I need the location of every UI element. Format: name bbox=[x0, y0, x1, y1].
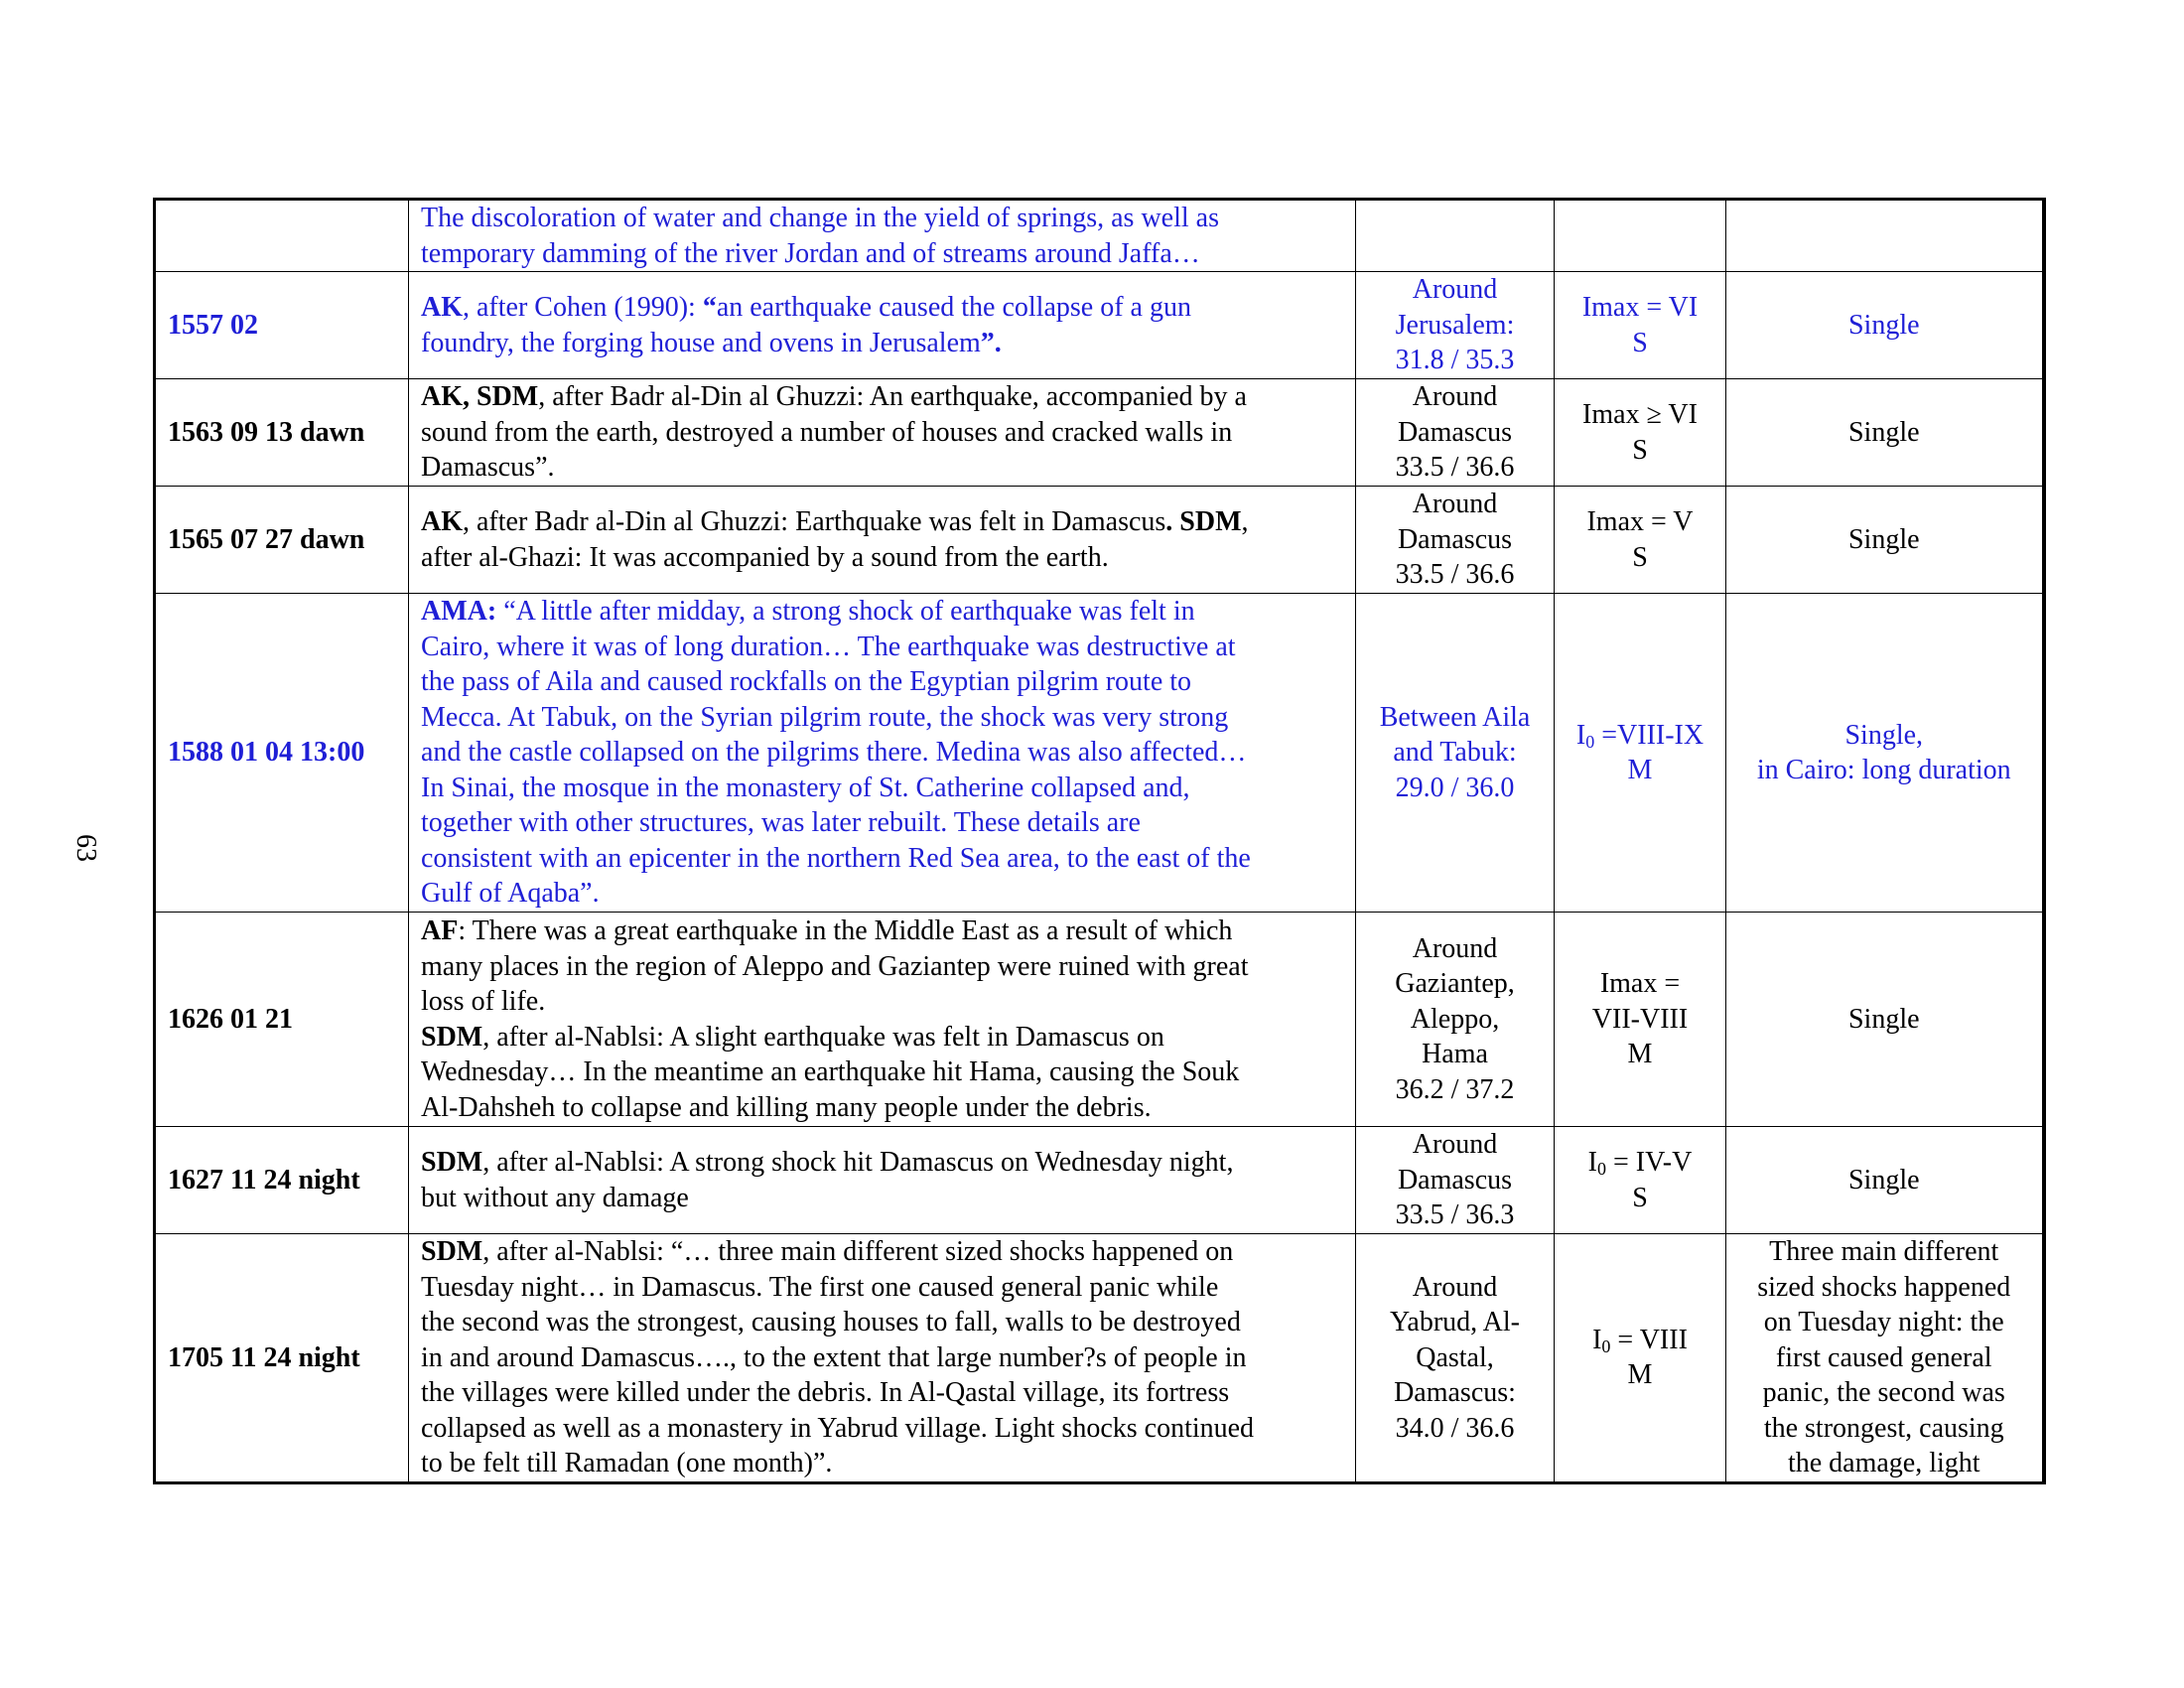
earthquake-catalogue-table bbox=[153, 198, 2046, 1484]
date-cell: 1565 07 27 dawn bbox=[155, 487, 409, 594]
description-cell: SDM, after al-Nablsi: A strong shock hit Damascus on Wednesday night, but without any damage bbox=[409, 1127, 1356, 1234]
intensity-cell: $I_0$ = VIII M bbox=[1555, 1234, 1726, 1483]
intensity-cell: Imax = VI S bbox=[1555, 272, 1726, 379]
intensity-cell: Imax ≥ VI S bbox=[1555, 379, 1726, 487]
type-cell: Single bbox=[1726, 1127, 2044, 1234]
type-cell: Three main different sized shocks happened on Tuesday night: the first caused general panic, the second was the strongest, causing the damage, light bbox=[1726, 1234, 2044, 1483]
page-number: 63 bbox=[70, 834, 101, 862]
description-cell: AK, after Badr al-Din al Ghuzzi: Earthquake was felt in Damascus. SDM, after al-Ghazi: It was accompanied by a sound from the earth. bbox=[409, 487, 1356, 594]
source-label: AMA: bbox=[421, 596, 497, 628]
source-label: SDM bbox=[421, 1236, 483, 1267]
type-cell bbox=[1726, 200, 2044, 272]
intensity-cell: Imax = VII-VIII M bbox=[1555, 913, 1726, 1127]
date-cell: 1626 01 21 bbox=[155, 913, 409, 1127]
source-label: AK bbox=[421, 292, 463, 323]
type-cell: Single bbox=[1726, 272, 2044, 379]
description-cell: AK, after Cohen (1990): “an earthquake caused the collapse of a gun foundry, the forging house and ovens in Jerusalem”. bbox=[409, 272, 1356, 379]
date-cell: 1557 02 bbox=[155, 272, 409, 379]
source-label: SDM bbox=[421, 1147, 483, 1178]
description-cell: AMA: “A little after midday, a strong shock of earthquake was felt in Cairo, where it was of long duration… The earthquake was destructive at the pass of Aila and caused rockfalls on the Egyptian pilgrim route to Mecca. At Tabuk, on the Syrian pilgrim route, the shock was very strong and the castle collapsed on the pilgrims there. Medina was also affected… In Sinai, the mosque in the monastery of St. Catherine collapsed and, together with other structures, was later rebuilt. These details are consistent with an epicenter in the northern Red Sea area, to the east of the Gulf of Aqaba”. bbox=[409, 594, 1356, 913]
location-cell: Around Damascus 33.5 / 36.6 bbox=[1356, 487, 1555, 594]
date-cell: 1705 11 24 night bbox=[155, 1234, 409, 1483]
date-cell: 1627 11 24 night bbox=[155, 1127, 409, 1234]
location-cell: Between Aila and Tabuk: 29.0 / 36.0 bbox=[1356, 594, 1555, 913]
location-cell: Around Jerusalem: 31.8 / 35.3 bbox=[1356, 272, 1555, 379]
table-row bbox=[155, 379, 2044, 487]
table-row bbox=[155, 487, 2044, 594]
date-cell: 1588 01 04 13:00 bbox=[155, 594, 409, 913]
intensity-cell bbox=[1555, 200, 1726, 272]
description-cell: SDM, after al-Nablsi: “… three main different sized shocks happened on Tuesday night… in Damascus. The first one caused general panic while the second was the strongest, causing houses to fall, walls to be destroyed in and around Damascus…., to the extent that large number?s of people in the villages were killed under the debris. In Al-Qastal village, its fortress collapsed as well as a monastery in Yabrud village. Light shocks continued to be felt till Ramadan (one month)”. bbox=[409, 1234, 1356, 1483]
intensity-cell: $I_0$ =VIII-IX M bbox=[1555, 594, 1726, 913]
description-cell: AK, SDM, after Badr al-Din al Ghuzzi: An earthquake, accompanied by a sound from the earth, destroyed a number of houses and cracked walls in Damascus”. bbox=[409, 379, 1356, 487]
date-cell: 1563 09 13 dawn bbox=[155, 379, 409, 487]
table-row bbox=[155, 200, 2044, 272]
location-cell: Around Gaziantep, Aleppo, Hama 36.2 / 37.2 bbox=[1356, 913, 1555, 1127]
source-label: AF bbox=[421, 915, 459, 946]
source-label: AK bbox=[421, 506, 463, 537]
intensity-cell: Imax = V S bbox=[1555, 487, 1726, 594]
source-label: SDM bbox=[421, 1021, 483, 1053]
location-cell: Around Yabrud, Al- Qastal, Damascus: 34.0 / 36.6 bbox=[1356, 1234, 1555, 1483]
table-row bbox=[155, 272, 2044, 379]
table-row bbox=[155, 1234, 2044, 1483]
type-cell: Single bbox=[1726, 379, 2044, 487]
intensity-cell: $I_0 = IV-V$ S bbox=[1555, 1127, 1726, 1234]
location-cell: Around Damascus 33.5 / 36.3 bbox=[1356, 1127, 1555, 1234]
type-cell: Single bbox=[1726, 913, 2044, 1127]
location-cell: Around Damascus 33.5 / 36.6 bbox=[1356, 379, 1555, 487]
table-row bbox=[155, 913, 2044, 1127]
description-cell: The discoloration of water and change in the yield of springs, as well as temporary damming of the river Jordan and of streams around Jaffa… bbox=[409, 200, 1356, 272]
date-cell bbox=[155, 200, 409, 272]
type-cell: Single, in Cairo: long duration bbox=[1726, 594, 2044, 913]
source-label: AK, SDM bbox=[421, 381, 539, 413]
table-row bbox=[155, 594, 2044, 913]
table-row bbox=[155, 1127, 2044, 1234]
location-cell bbox=[1356, 200, 1555, 272]
description-cell: AF: There was a great earthquake in the Middle East as a result of which many places in the region of Aleppo and Gaziantep were ruined with great loss of life. SDM, after al-Nablsi: A slight earthquake was felt in Damascus on Wednesday… In the meantime an earthquake hit Hama, causing the Souk Al-Dahsheh to collapse and killing many people under the debris. bbox=[409, 913, 1356, 1127]
type-cell: Single bbox=[1726, 487, 2044, 594]
